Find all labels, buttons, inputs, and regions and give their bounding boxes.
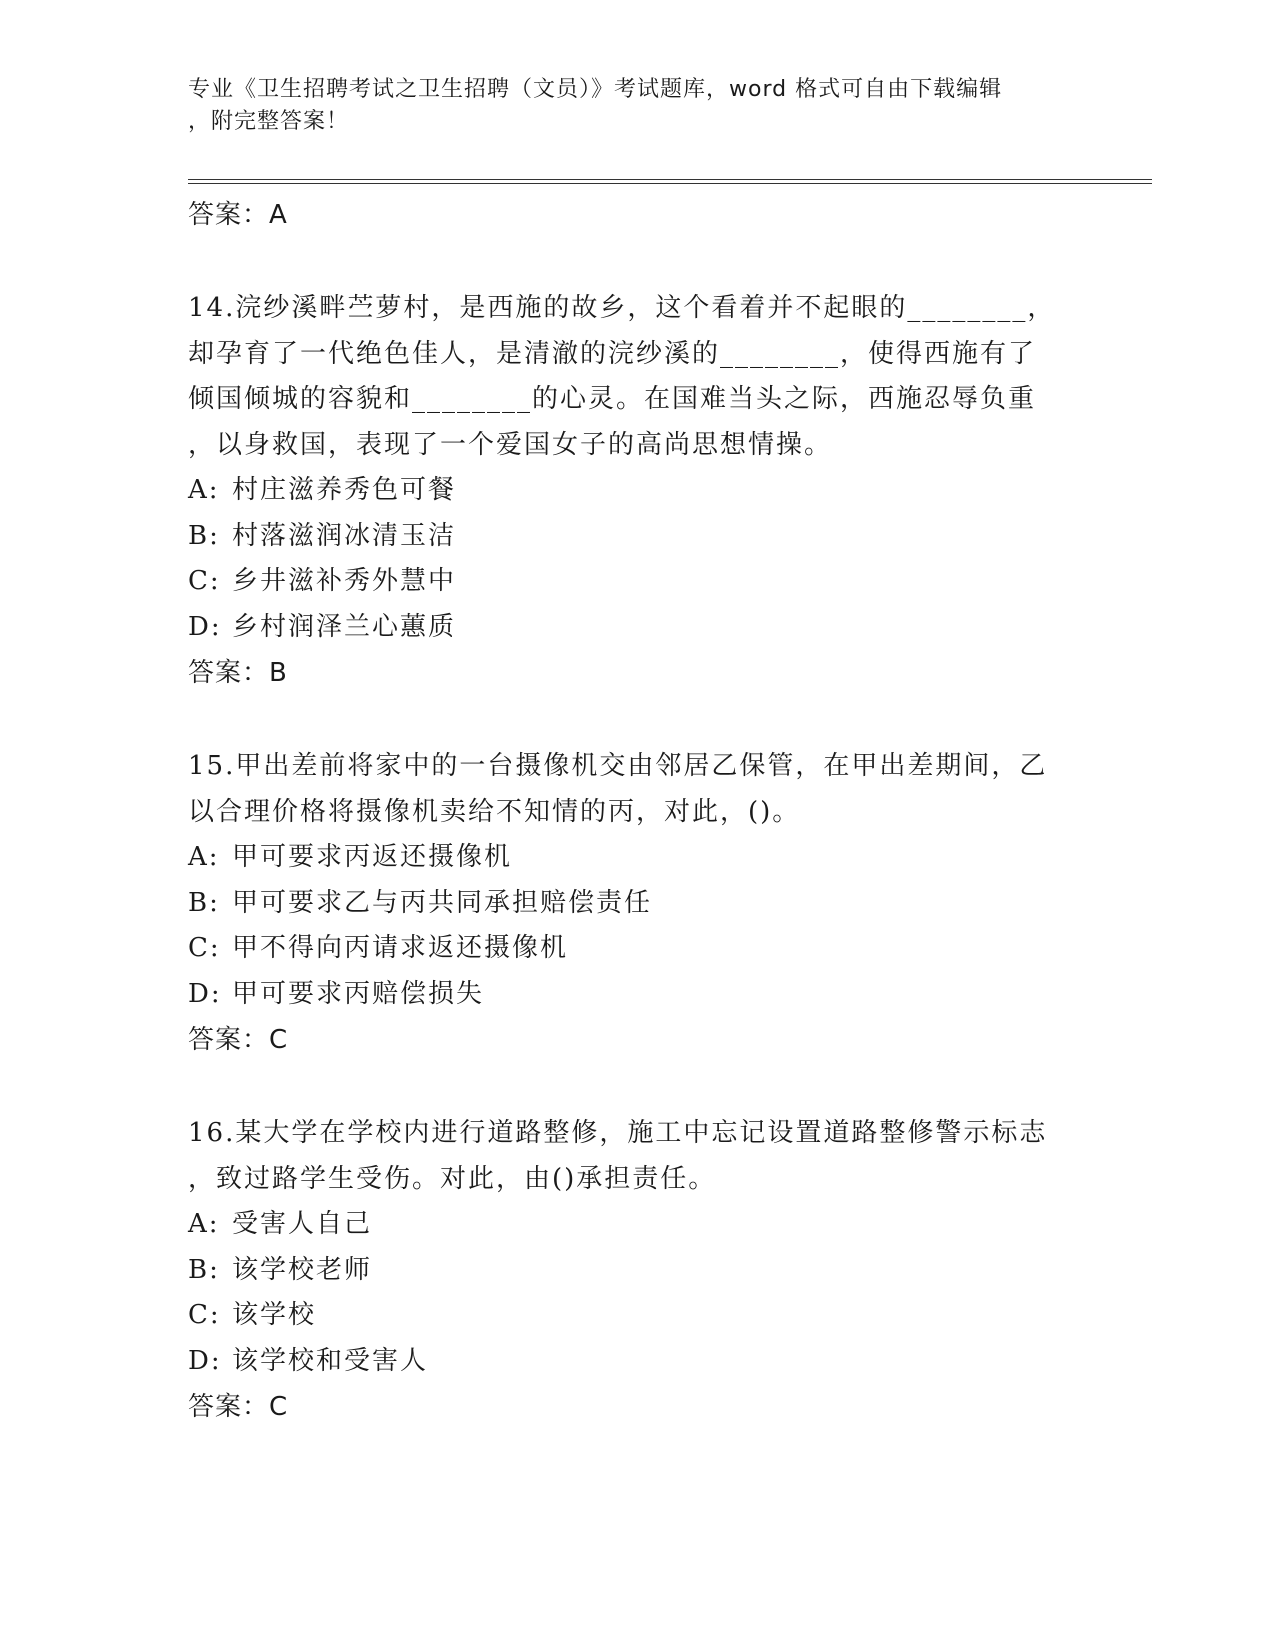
option-text: 乡井滋补秀外慧中 [232, 566, 457, 596]
option-text: 甲可要求丙赔偿损失 [232, 978, 485, 1009]
option-d [188, 605, 1088, 651]
header-line-1: 专业《卫生招聘考试之卫生招聘（文员）》考试题库，word 格式可自由下载编辑 [188, 77, 1003, 102]
option-text: 乡村润泽兰心蕙质 [232, 611, 457, 642]
option-c [188, 926, 1088, 972]
question-text [188, 744, 1088, 835]
option-label: B: [188, 1254, 220, 1285]
question-line: 15.甲出差前将家中的一台摄像机交由邻居乙保管，在甲出差期间，乙 [188, 751, 1048, 781]
option-label: A: [188, 475, 220, 505]
answer: 答案：B [188, 658, 288, 688]
option-c [188, 1293, 1088, 1339]
option-text: 该学校和受害人 [232, 1345, 429, 1376]
header-rule-bottom [188, 183, 1152, 184]
option-label: B: [188, 520, 220, 551]
document-header [188, 74, 1068, 138]
question-text [188, 1111, 1088, 1202]
question-line: 倾国倾城的容貌和________的心灵。在国难当头之际，西施忍辱负重 [188, 384, 1037, 414]
option-d [188, 1339, 1088, 1385]
option-label: A: [188, 1209, 220, 1239]
question-15 [188, 744, 1088, 1063]
question-line: 14.浣纱溪畔苎萝村，是西施的故乡，这个看着并不起眼的________， [188, 293, 1056, 323]
question-line: 以合理价格将摄像机卖给不知情的丙，对此，()。 [188, 796, 801, 827]
answer: 答案：C [188, 1392, 289, 1422]
option-text: 甲不得向丙请求返还摄像机 [232, 933, 569, 963]
question-line: ，致过路学生受伤。对此，由()承担责任。 [188, 1163, 717, 1194]
option-label: D: [188, 978, 222, 1009]
option-c [188, 559, 1088, 605]
option-label: A: [188, 842, 220, 872]
option-text: 村落滋润冰清玉洁 [232, 520, 457, 551]
option-label: D: [188, 1345, 222, 1376]
option-b [188, 514, 1088, 560]
option-text: 甲可要求乙与丙共同承担赔偿责任 [232, 887, 653, 918]
document-body [188, 192, 1088, 1430]
option-text: 村庄滋养秀色可餐 [232, 475, 457, 505]
option-text: 该学校 [232, 1300, 317, 1330]
option-label: C: [188, 1300, 221, 1330]
option-a [188, 835, 1088, 881]
question-line: ，以身救国，表现了一个爱国女子的高尚思想情操。 [188, 429, 833, 460]
option-label: B: [188, 887, 220, 918]
header-line-2: ，附完整答案！ [188, 109, 350, 134]
question-line: 却孕育了一代绝色佳人，是清澈的浣纱溪的________，使得西施有了 [188, 338, 1037, 369]
option-text: 甲可要求丙返还摄像机 [232, 842, 513, 872]
option-label: D: [188, 611, 222, 642]
option-text: 受害人自己 [232, 1209, 373, 1239]
option-label: C: [188, 566, 221, 596]
previous-answer: 答案：A [188, 200, 288, 230]
header-rule-top [188, 179, 1152, 180]
option-d [188, 972, 1088, 1018]
option-a [188, 468, 1088, 514]
option-b [188, 1248, 1088, 1294]
question-text [188, 286, 1088, 468]
option-b [188, 881, 1088, 927]
option-a [188, 1202, 1088, 1248]
answer: 答案：C [188, 1025, 289, 1055]
option-label: C: [188, 933, 221, 963]
question-line: 16.某大学在学校内进行道路整修，施工中忘记设置道路整修警示标志 [188, 1118, 1048, 1148]
option-text: 该学校老师 [232, 1254, 373, 1285]
question-14 [188, 286, 1088, 696]
question-16 [188, 1111, 1088, 1430]
